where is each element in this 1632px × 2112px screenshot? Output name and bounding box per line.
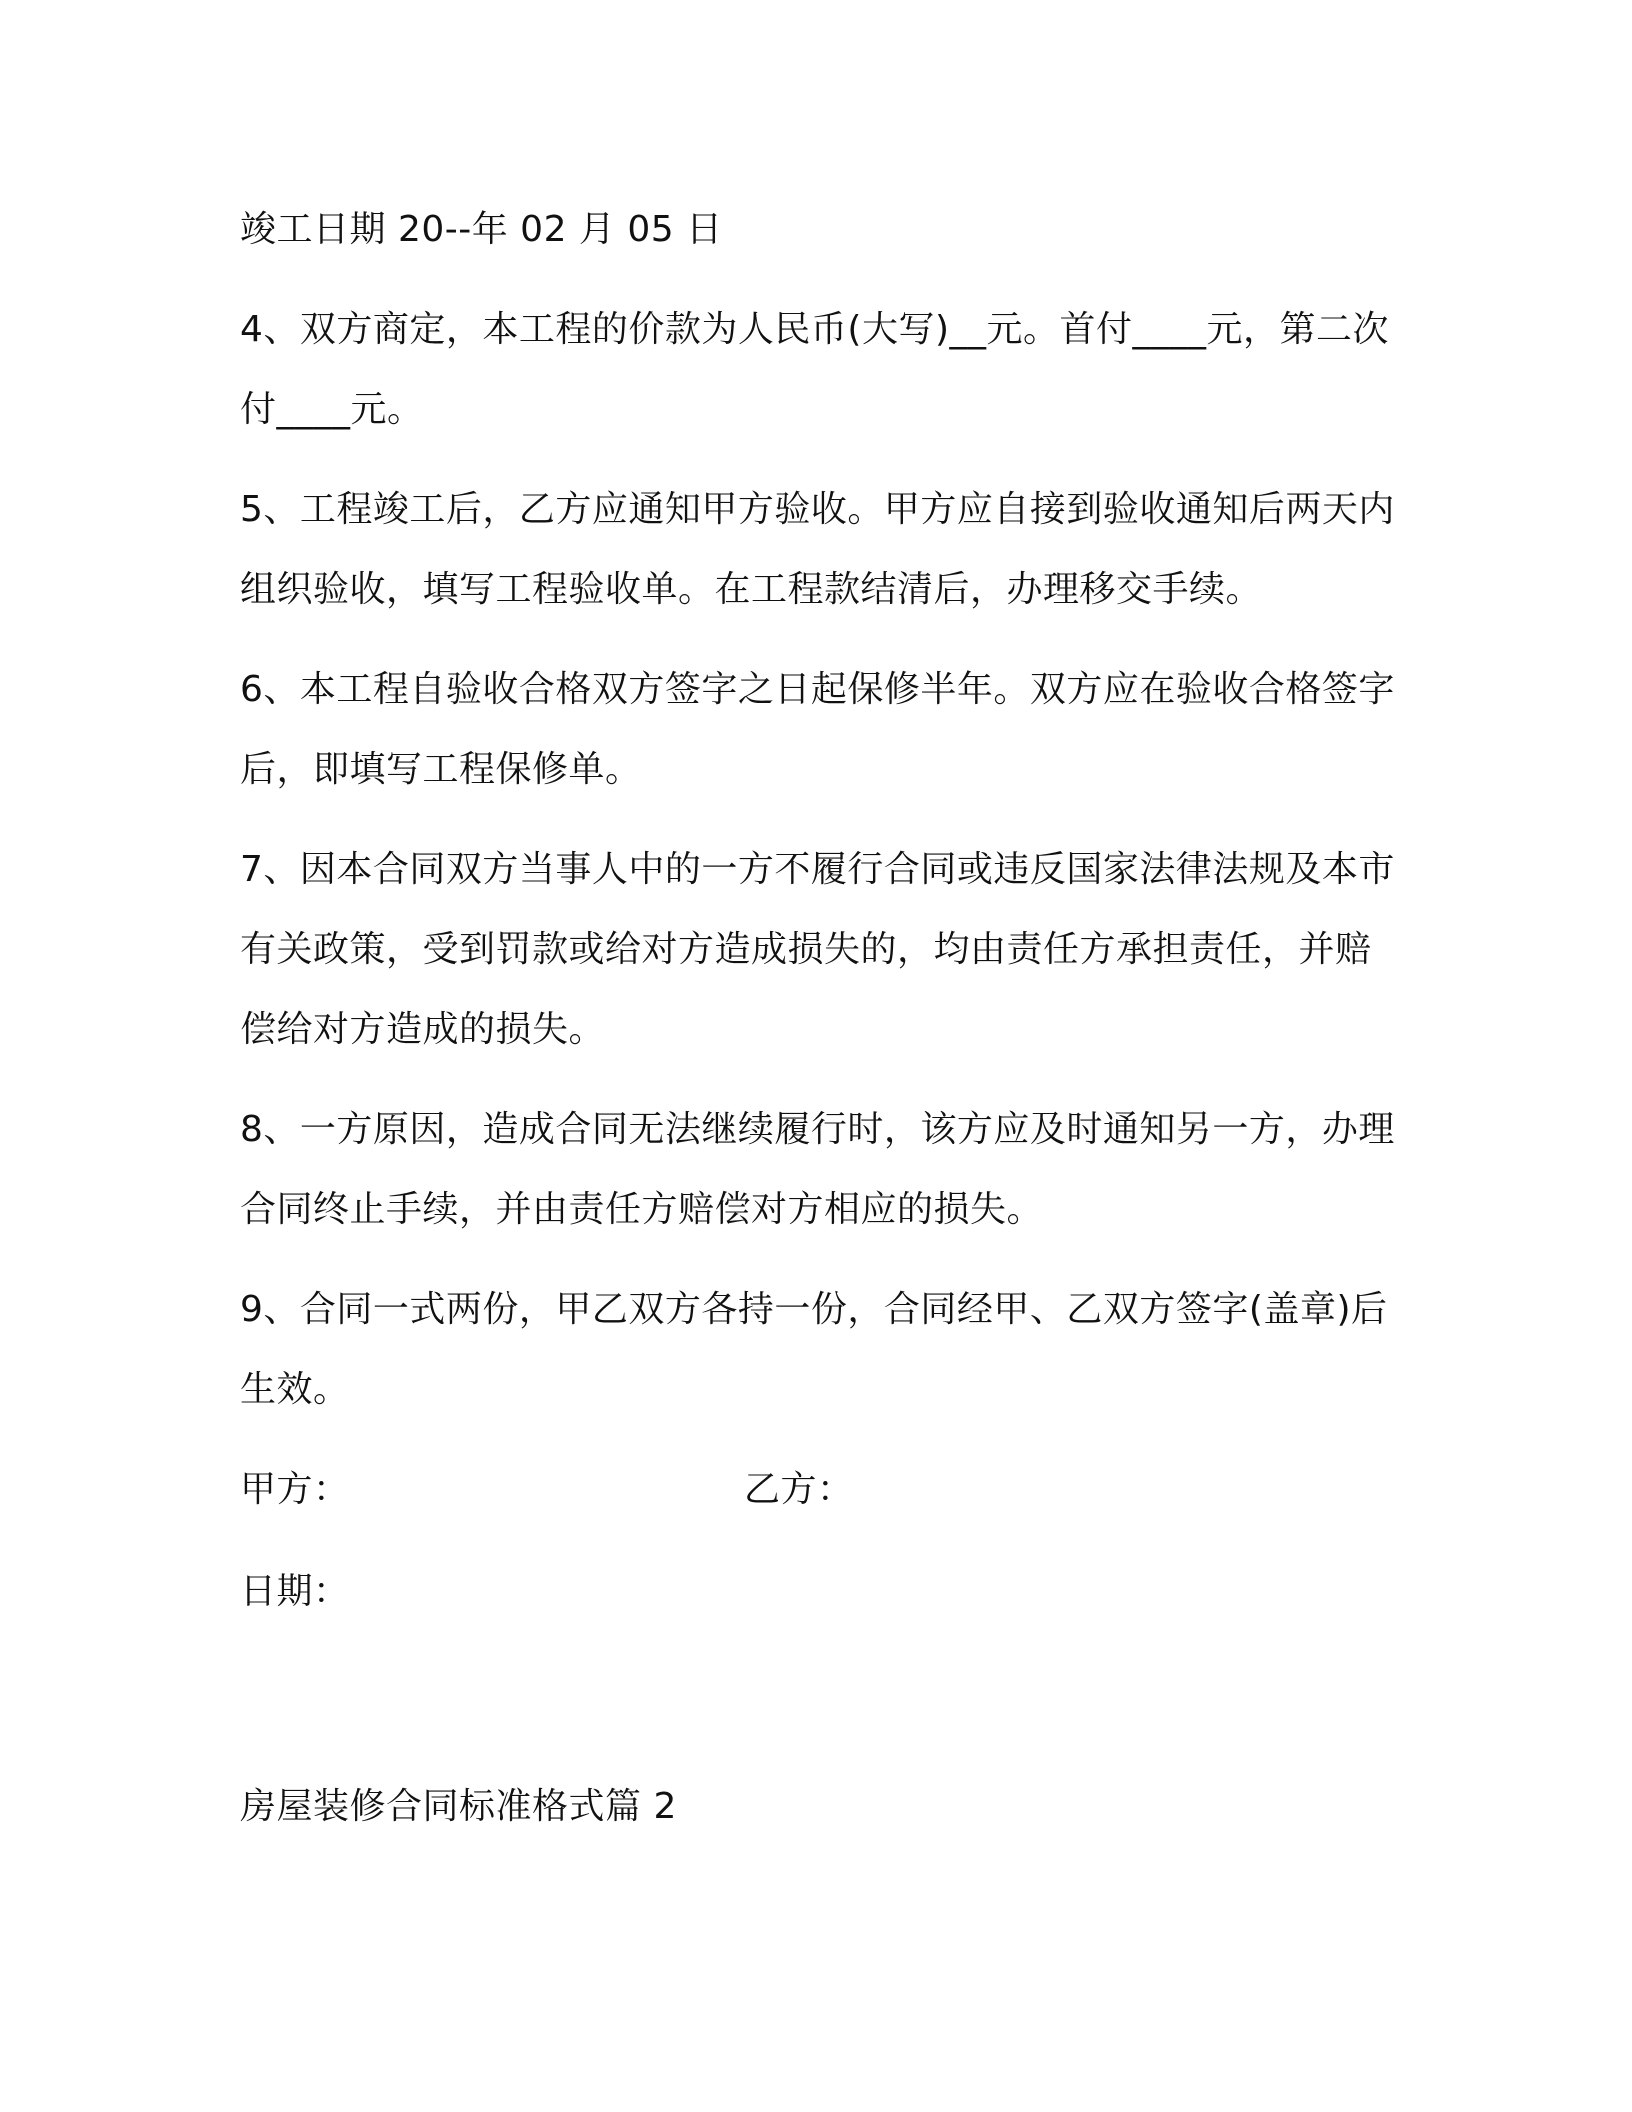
completion-date-line: 竣工日期 20--年 02 月 05 日 <box>240 209 723 250</box>
date-label: 日期： <box>240 1571 350 1612</box>
section-title: 房屋装修合同标准格式篇 2 <box>240 1786 677 1827</box>
clause-9-effect: 9、合同一式两份，甲乙双方各持一份，合同经甲、乙双方签字(盖章)后生效。 <box>240 1289 1388 1410</box>
clause-7-liability: 7、因本合同双方当事人中的一方不履行合同或违反国家法律法规及本市有关政策，受到罚款或给对方造成损失的，均由责任方承担责任，并赔偿给对方造成的损失。 <box>240 849 1395 1050</box>
document-body <box>240 190 1400 1847</box>
clause-6-warranty: 6、本工程自验收合格双方签字之日起保修半年。双方应在验收合格签字后，即填写工程保修单。 <box>240 669 1395 790</box>
clause-5-acceptance: 5、工程竣工后，乙方应通知甲方验收。甲方应自接到验收通知后两天内组织验收，填写工程验收单。在工程款结清后，办理移交手续。 <box>240 489 1395 610</box>
signature-row <box>240 1450 1400 1530</box>
clause-8-termination: 8、一方原因，造成合同无法继续履行时，该方应及时通知另一方，办理合同终止手续，并由责任方赔偿对方相应的损失。 <box>240 1109 1395 1230</box>
party-b-label: 乙方： <box>744 1469 854 1510</box>
party-a-label: 甲方： <box>240 1469 350 1510</box>
clause-4-price: 4、双方商定，本工程的价款为人民币(大写)__元。首付____元，第二次付____元。 <box>240 309 1389 430</box>
